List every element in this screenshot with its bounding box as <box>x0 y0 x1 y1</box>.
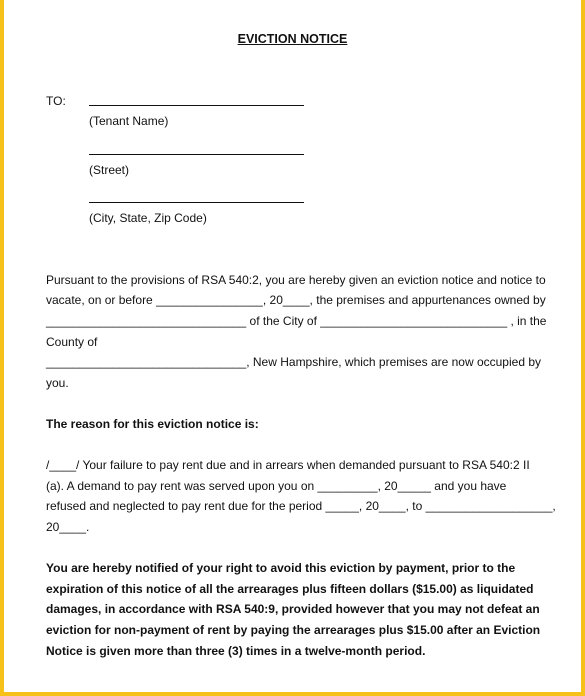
street-caption: (Street) <box>89 163 130 177</box>
final-paragraph-line: You are hereby notified of your right to avoid this eviction by payment, prior to the <box>46 561 516 575</box>
to-label: TO: <box>46 94 66 108</box>
reason-line: (a). A demand to pay rent was served upon you on _________, 20_____ and you have <box>46 479 507 493</box>
paragraph1-line: County of <box>46 335 98 349</box>
paragraph1-line: you. <box>46 376 69 390</box>
paragraph1-line: Pursuant to the provisions of RSA 540:2, you are hereby given an eviction notice and notice to <box>46 273 546 287</box>
final-paragraph-line: eviction for non-payment of rent by paying the arrearages plus $15.00 after an Eviction <box>46 623 541 637</box>
reason-line: /____/ Your failure to pay rent due and in arrears when demanded pursuant to RSA 540:2 II <box>46 458 530 472</box>
paragraph1-line: vacate, on or before ________________, 20____, the premises and appurtenances owned by <box>46 293 546 307</box>
final-paragraph-line: damages, in accordance with RSA 540:9, provided however that you may not defeat an <box>46 602 540 616</box>
final-paragraph-line: expiration of this notice of all the arrearages plus fifteen dollars ($15.00) as liquidated <box>46 582 534 596</box>
paragraph1-line: ______________________________, New Hampshire, which premises are now occupied by <box>46 355 542 369</box>
city-line[interactable] <box>89 202 304 203</box>
tenant-name-caption: (Tenant Name) <box>89 114 169 128</box>
document-page <box>4 0 581 692</box>
city-caption: (City, State, Zip Code) <box>89 211 207 225</box>
tenant-name-line[interactable] <box>89 105 304 106</box>
document-title: EVICTION NOTICE <box>237 32 348 46</box>
reason-line: refused and neglected to pay rent due for the period _____, 20____, to ___________________, <box>46 499 556 513</box>
paragraph1-line: ______________________________ of the City of ____________________________ , in the <box>46 314 547 328</box>
reason-line: 20____. <box>46 520 90 534</box>
street-line[interactable] <box>89 154 304 155</box>
final-paragraph-line: Notice is given more than three (3) times in a twelve-month period. <box>46 644 426 658</box>
reason-heading: The reason for this eviction notice is: <box>46 417 259 431</box>
